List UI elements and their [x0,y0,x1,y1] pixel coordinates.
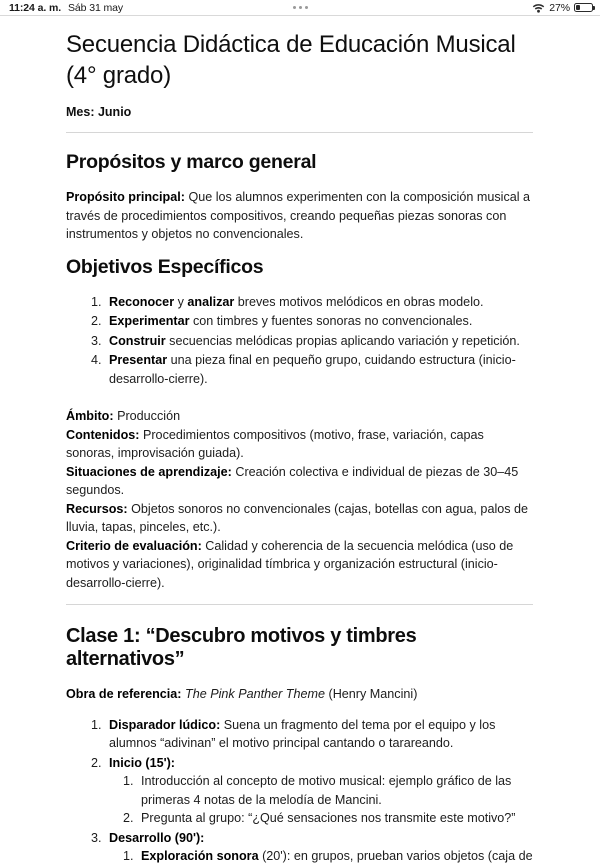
metadata-value: Objetos sonoros no convencionales (cajas, botellas con agua, palos de lluvia, tapas, pinceles, etc.). [66,501,529,535]
metadata-block [66,407,533,592]
reference-work: The Pink Panther Theme [185,687,326,702]
objective-bold: Construir [109,333,166,348]
objective-bold: Experimentar [109,314,190,329]
objective-text: con timbres y fuentes sonoras no convencionales. [189,314,473,329]
objective-text: una pieza final en pequeño grupo, cuidando estructura (inicio-desarrollo-cierre). [109,353,516,386]
metadata-row [66,407,533,426]
metadata-row [66,426,533,463]
page-title: Secuencia Didáctica de Educación Musical (4° grado) [66,31,516,89]
objective-bold: Reconocer [109,294,175,309]
substep-text: (20'): en grupos, prueban varios objetos (caja de [258,849,533,864]
class1-steps-list [66,716,533,866]
purpose-label: Propósito principal: [66,190,185,205]
metadata-row [66,537,533,593]
battery-low-icon [574,3,593,13]
metadata-label: Ámbito: [66,409,114,424]
status-time: 11:24 a. m. [9,1,62,14]
list-item [105,754,533,828]
objective-bold: Presentar [109,353,168,368]
objective-mid: y [174,294,188,309]
status-bar [0,0,600,16]
reference-paragraph [66,685,533,704]
objective-bold2: analizar [187,294,235,309]
status-bar-left [9,2,123,14]
list-item: 2. Pregunta al grupo: “¿Qué sensaciones nos transmite este motivo?” [137,809,533,828]
metadata-row [66,463,533,500]
step-bold: Inicio (15'): [109,755,175,770]
list-item [105,351,533,388]
status-bar-right [532,2,593,14]
list-item [105,312,533,331]
metadata-label: Contenidos: [66,427,140,442]
objective-text: breves motivos melódicos en obras modelo. [234,294,484,309]
section-heading-objectives: Objetivos Específicos [66,255,264,278]
step-bold: Disparador lúdico: [109,717,221,732]
class1-substeps-inicio [109,772,533,828]
three-dots-icon[interactable] [293,6,308,9]
list-item [105,716,533,753]
divider-top [66,132,533,133]
reference-label: Obra de referencia: [66,687,182,702]
document-month [66,105,533,119]
reference-author: (Henry Mancini) [328,687,418,702]
document-body[interactable] [0,16,600,864]
metadata-value: Producción [113,409,181,424]
month-label: Mes: [66,105,95,120]
metadata-value: Creación colectiva e individual de piezas de 30–45 segundos. [66,464,519,498]
metadata-label: Situaciones de aprendizaje: [66,464,232,479]
metadata-label: Recursos: [66,501,128,516]
list-item: 1. Introducción al concepto de motivo musical: ejemplo gráfico de las primeras 4 notas de la melodía de Mancini. [137,772,533,809]
metadata-label: Criterio de evaluación: [66,538,202,553]
divider-middle [66,604,533,605]
objectives-list [66,293,533,389]
wifi-icon [532,3,545,13]
status-date: Sáb 31 may [68,1,124,14]
list-item [105,829,533,866]
battery-percent: 27% [549,1,570,14]
purpose-text: Que los alumnos experimenten con la composición musical a través de procedimientos compositivos, creando pequeñas piezas sonoras con instrumentos y objetos no convencionales. [66,190,531,242]
class1-substeps-desarrollo [109,847,533,866]
step-text: Suena un fragmento del tema por el equipo y los alumnos “adivinan” el motivo principal cantando o tarareando. [109,717,496,751]
metadata-value: Calidad y coherencia de la secuencia melódica (uso de motivos y variaciones), originalidad tímbrica y organización estructural (inicio-desarrollo-cierre). [66,538,514,590]
objective-text: secuencias melódicas propias aplicando variación y repetición. [165,333,520,348]
step-bold: Desarrollo (90'): [109,830,205,845]
section-heading-proposals: Propósitos y marco general [66,151,317,174]
metadata-row [66,500,533,537]
metadata-value: Procedimientos compositivos (motivo, frase, variación, capas sonoras, improvisación guiada). [66,427,484,461]
list-item [137,847,533,866]
purpose-paragraph [66,188,533,244]
month-value: Junio [97,105,132,120]
list-item [105,293,533,312]
substep-bold: Exploración sonora [141,849,259,864]
list-item [105,332,533,351]
section-heading-class1: Clase 1: “Descubro motivos y timbres alternativos” [66,625,417,671]
